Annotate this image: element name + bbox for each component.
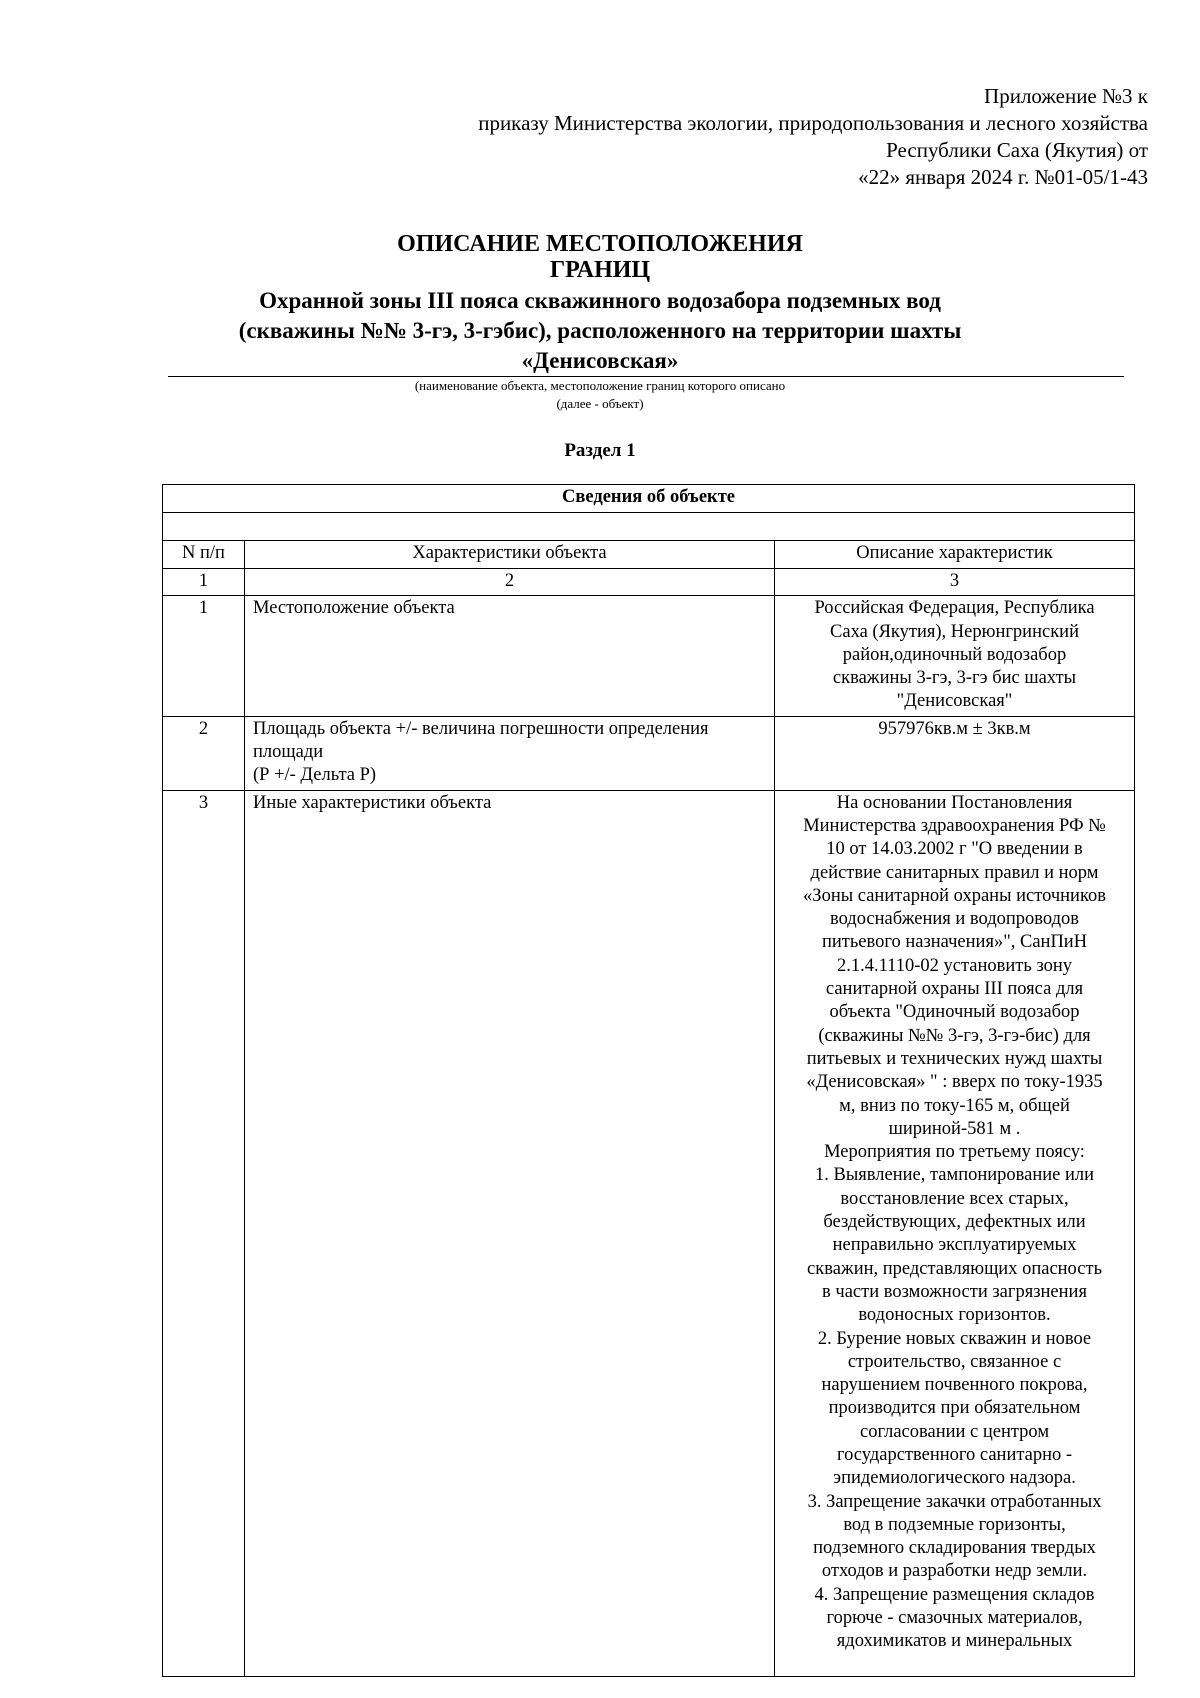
description-line: Саха (Якутия), Нерюнгринский bbox=[830, 621, 1079, 642]
table-numbering-row bbox=[163, 569, 1135, 596]
description-line: "Денисовская" bbox=[896, 691, 1013, 712]
description-line: бездействующих, дефектных или bbox=[823, 1212, 1086, 1233]
description-line: восстановление всех старых, bbox=[840, 1188, 1069, 1209]
description-line: подземного складирования твердых bbox=[813, 1538, 1096, 1559]
object-info-table bbox=[162, 484, 1135, 1677]
column-number: 1 bbox=[163, 569, 245, 596]
description-line: 3. Запрещение закачки отработанных bbox=[807, 1491, 1102, 1512]
description-line: санитарной охраны III пояса для bbox=[825, 979, 1084, 1000]
column-number: 3 bbox=[775, 569, 1135, 596]
description-line: отходов и разработки недр земли. bbox=[821, 1561, 1088, 1582]
column-number: 2 bbox=[245, 569, 775, 596]
row-characteristic bbox=[245, 596, 775, 716]
characteristic-line: площади bbox=[253, 742, 324, 763]
header-characteristic: Характеристики объекта bbox=[245, 541, 775, 569]
row-number: 3 bbox=[163, 790, 245, 1676]
description-line: питьевых и технических нужд шахты bbox=[806, 1048, 1103, 1069]
description-line: согласовании с центром bbox=[859, 1421, 1050, 1442]
appendix-line: «22» января 2024 г. №01-05/1-43 bbox=[858, 165, 1148, 189]
description-line: объекта "Одиночный водозабор bbox=[829, 1002, 1080, 1023]
description-line: район,одиночный водозабор bbox=[842, 644, 1067, 665]
caption-line: (далее - объект) bbox=[556, 396, 644, 411]
object-name bbox=[0, 286, 1200, 376]
document-title-line: ГРАНИЦ bbox=[549, 257, 651, 283]
description-line: Российская Федерация, Республика bbox=[814, 598, 1095, 619]
table-empty-cell bbox=[163, 513, 1135, 541]
description-line: (скважины №№ 3-гэ, 3-гэ-бис) для bbox=[818, 1025, 1091, 1046]
appendix-line: Республики Саха (Якутия) от bbox=[886, 138, 1148, 162]
description-line: вод в подземные горизонты, bbox=[843, 1514, 1066, 1535]
description-line: На основании Постановления bbox=[836, 792, 1073, 813]
table-title-row bbox=[163, 485, 1135, 513]
description-line: производится при обязательном bbox=[828, 1398, 1081, 1419]
description-line: государственного санитарно - bbox=[836, 1444, 1073, 1465]
object-name-line: «Денисовская» bbox=[521, 348, 679, 373]
description-line: «Зоны санитарной охраны источников bbox=[803, 885, 1106, 906]
header-description: Описание характеристик bbox=[775, 541, 1135, 569]
description-line: Мероприятия по третьему поясу: bbox=[824, 1142, 1085, 1163]
caption-line: (наименование объекта, местоположение границ которого описано bbox=[414, 378, 786, 393]
description-line: шириной-581 м . bbox=[888, 1118, 1021, 1139]
description-line: горюче - смазочных материалов, bbox=[826, 1608, 1083, 1629]
description-line: 1. Выявление, тампонирование или bbox=[815, 1165, 1095, 1186]
row-characteristic bbox=[245, 790, 775, 1676]
description-line: неправильно эксплуатируемых bbox=[832, 1235, 1077, 1256]
characteristic-line: (Р +/- Дельта Р) bbox=[253, 765, 377, 786]
row-number: 2 bbox=[163, 716, 245, 790]
characteristic-line: Местоположение объекта bbox=[253, 598, 455, 619]
document-title bbox=[0, 231, 1200, 283]
appendix-header bbox=[248, 83, 1148, 191]
table-title: Сведения об объекте bbox=[163, 485, 1135, 513]
table-row bbox=[163, 716, 1135, 790]
description-line: скважины 3-гэ, 3-гэ бис шахты bbox=[832, 668, 1077, 689]
description-line: действие санитарных правил и норм bbox=[810, 862, 1099, 883]
description-line: 2.1.4.1110-02 установить зону bbox=[836, 955, 1073, 976]
description-line: 10 от 14.03.2002 г "О введении в bbox=[826, 839, 1083, 860]
table-empty-row bbox=[163, 513, 1135, 541]
document-title-line: ОПИСАНИЕ МЕСТОПОЛОЖЕНИЯ bbox=[397, 231, 803, 257]
section-title: Раздел 1 bbox=[564, 440, 636, 461]
row-description bbox=[775, 790, 1135, 1676]
description-line: водоснабжения и водопроводов bbox=[829, 909, 1080, 930]
appendix-line: приказу Министерства экологии, природопользования и лесного хозяйства bbox=[478, 111, 1148, 135]
object-name-line: Охранной зоны III пояса скважинного водозабора подземных вод bbox=[259, 288, 941, 313]
object-name-line: (скважины №№ 3-гэ, 3-гэбис), расположенного на территории шахты bbox=[238, 318, 962, 343]
description-line: Министерства здравоохранения РФ № bbox=[803, 815, 1106, 836]
characteristic-line: Площадь объекта +/- величина погрешности определения bbox=[253, 718, 709, 739]
table-header-row bbox=[163, 541, 1135, 569]
description-line: строительство, связанное с bbox=[847, 1351, 1062, 1372]
description-line: 2. Бурение новых скважин и новое bbox=[817, 1328, 1092, 1349]
description-line: нарушением почвенного покрова, bbox=[821, 1375, 1088, 1396]
appendix-line: Приложение №3 к bbox=[984, 84, 1148, 108]
description-line: ядохимикатов и минеральных bbox=[836, 1631, 1073, 1652]
row-description bbox=[775, 596, 1135, 716]
description-line: питьевого назначения»", СанПиН bbox=[821, 932, 1088, 953]
description-line: 957976кв.м ± 3кв.м bbox=[878, 718, 1031, 739]
table-row bbox=[163, 790, 1135, 1676]
table-row bbox=[163, 596, 1135, 716]
description-line: в части возможности загрязнения bbox=[822, 1281, 1087, 1302]
row-number: 1 bbox=[163, 596, 245, 716]
description-line: эпидемиологического надзора. bbox=[833, 1468, 1076, 1489]
description-line: 4. Запрещение размещения складов bbox=[814, 1584, 1095, 1605]
header-number: N п/п bbox=[163, 541, 245, 569]
description-line: «Денисовская» " : вверх по току-1935 bbox=[806, 1072, 1103, 1093]
description-line: м, вниз по току-165 м, общей bbox=[839, 1095, 1070, 1116]
characteristic-line: Иные характеристики объекта bbox=[253, 792, 492, 813]
row-characteristic bbox=[245, 716, 775, 790]
description-line: скважин, представляющих опасность bbox=[807, 1258, 1103, 1279]
object-caption bbox=[0, 377, 1200, 413]
row-description bbox=[775, 716, 1135, 790]
description-line: водоносных горизонтов. bbox=[858, 1305, 1051, 1326]
